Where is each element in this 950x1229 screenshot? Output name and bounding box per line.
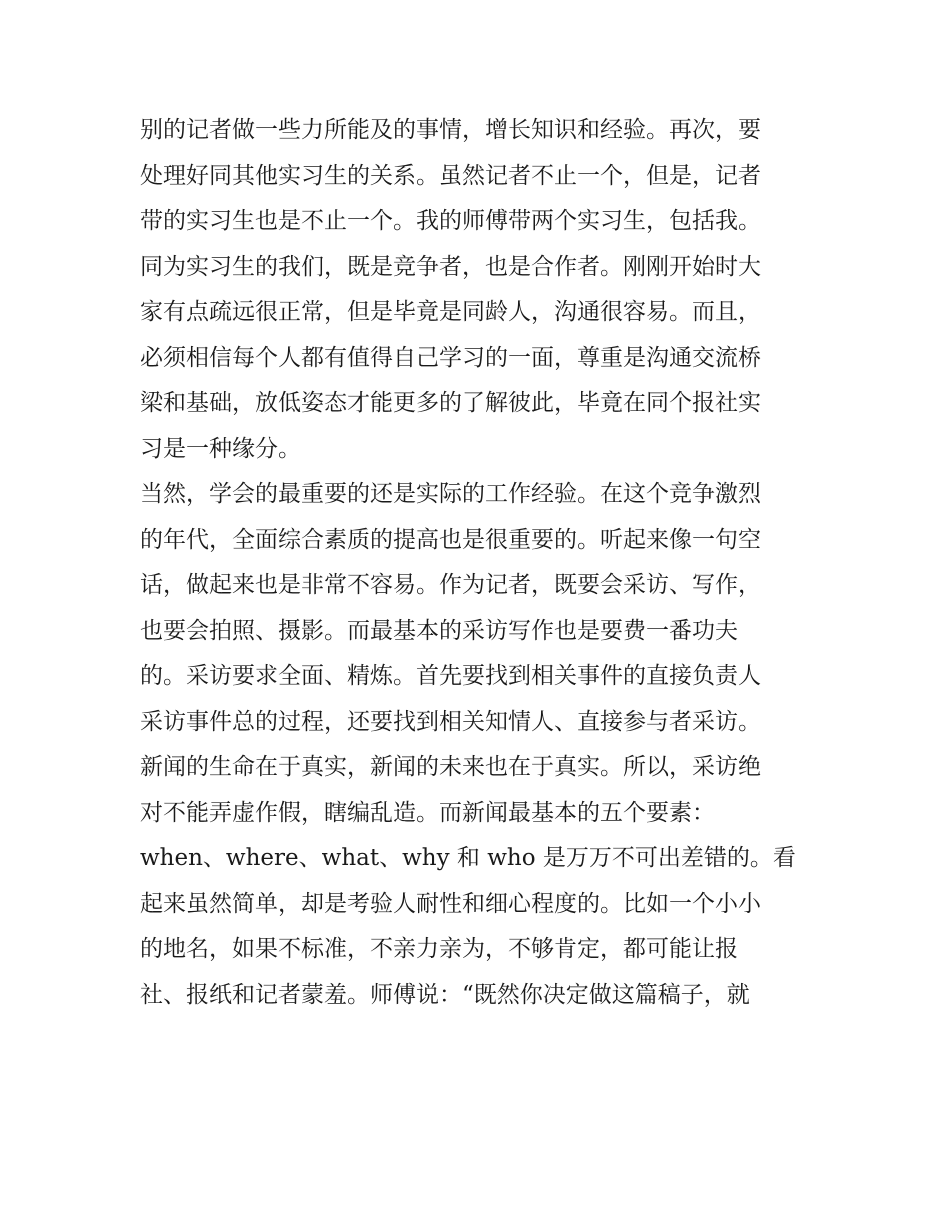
text-line: 新闻的生命在于真实，新闻的未来也在于真实。所以，采访绝 — [140, 754, 761, 780]
text-line: 当然，学会的最重要的还是实际的工作经验。在这个竞争激烈 — [140, 481, 761, 507]
text-line: when、where、what、why 和 who 是万万不可出差错的。看 — [140, 845, 796, 871]
text-line: 也要会拍照、摄影。而最基本的采访写作也是要费一番功夫 — [140, 617, 738, 644]
text-line: 对不能弄虚作假，瞎编乱造。而新闻最基本的五个要素： — [140, 799, 715, 826]
text-line: 起来虽然简单，却是考验人耐性和细心程度的。比如一个小小 — [140, 890, 761, 917]
text-line: 别的记者做一些力所能及的事情，增长知识和经验。再次，要 — [140, 117, 761, 143]
text-line: 的地名，如果不标准，不亲力亲为，不够肯定，都可能让报 — [140, 936, 738, 962]
text-line: 话，做起来也是非常不容易。作为记者，既要会采访、写作， — [140, 572, 761, 598]
text-line: 的。采访要求全面、精炼。首先要找到相关事件的直接负责人 — [140, 663, 761, 689]
text-line: 采访事件总的过程，还要找到相关知情人、直接参与者采访。 — [140, 708, 761, 735]
text-line: 同为实习生的我们，既是竞争者，也是合作者。刚刚开始时大 — [140, 253, 761, 280]
text-line: 习是一种缘分。 — [140, 435, 301, 462]
text-line: 必须相信每个人都有值得自己学习的一面，尊重是沟通交流桥 — [140, 344, 761, 371]
text-line: 梁和基础，放低姿态才能更多的了解彼此，毕竟在同个报社实 — [140, 390, 761, 416]
text-line: 处理好同其他实习生的关系。虽然记者不止一个，但是，记者 — [140, 162, 761, 189]
text-line: 社、报纸和记者蒙羞。师傅说：“既然你决定做这篇稿子，就 — [140, 981, 750, 1008]
text-line: 的年代，全面综合素质的提高也是很重要的。听起来像一句空 — [140, 526, 761, 553]
body-text — [140, 108, 820, 1018]
text-line: 家有点疏远很正常，但是毕竟是同龄人，沟通很容易。而且， — [140, 299, 761, 325]
text-line: 带的实习生也是不止一个。我的师傅带两个实习生，包括我。 — [140, 208, 761, 234]
